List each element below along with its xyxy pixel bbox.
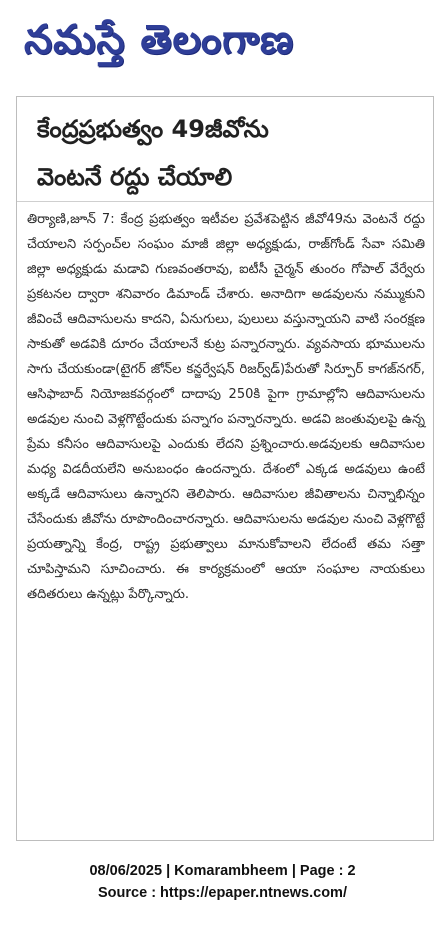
footer-source-link[interactable]: Source : https://epaper.ntnews.com/	[98, 885, 347, 901]
headline-line-2: వెంటనే రద్దు చేయాలి	[37, 163, 233, 191]
newspaper-logo-title: నమస్తే తెలంగాణ	[24, 17, 295, 63]
article-headline	[37, 105, 417, 201]
footer-date-edition: 08/06/2025 | Komarambheem | Page : 2	[89, 863, 356, 879]
headline-divider	[17, 201, 433, 202]
source-footer	[0, 860, 445, 904]
article-body: తిర్యాణి,జూన్ 7: కేంద్ర ప్రభుత్వం ఇటీవల ప్రవేశపెట్టిన జీవో49ను వెంటనే రద్దు చేయాలని సర్పంచ్‌ల సంఘం మాజీ జిల్లా అధ్యక్షుడు, రాజ్‌గోండ్ సేవా సమితి జిల్లా అధ్యక్షుడు మడావి గుణవంతరావు, ఐటీసీ చైర్మన్ తుంరం గోపాల్ వేర్వేరు ప్రకటనల ద్వారా శనివారం డిమాండ్ చేశారు. అనాదిగా అడవులను నమ్ముకుని జీవించే ఆదివాసులను కాదని, ఏనుగులు, పులులు వస్తున్నాయని వాటి సంరక్షణ సాకుతో అడవికి దూరం చేయాలనే కుట్ర పన్నారన్నారు. వ్యవసాయ భూములను సాగు చేయకుండా(టైగర్ జోన్‌ల కన్జర్వేషన్ రిజర్వ్‌డ్)పేరుతో సిర్పూర్ కాగజ్‌నగర్, ఆసిఫాబాద్ నియోజకవర్గంలో దాదాపు 250కి పైగా గ్రామాల్లోని ఆదివాసులను అడవుల నుంచి వెళ్లగొట్టేందుకు పన్నాగం పన్నారన్నారు. అడవి జంతువులపై ఉన్న ప్రేమ కనీసం ఆదివాసులపై ఎందుకు లేదని ప్రశ్నించారు.అడవులకు ఆదివాసుల మధ్య విడదీయలేని అనుబంధం ఉందన్నారు. దేశంలో ఎక్కడ అడవులు ఉంటే అక్కడే ఆదివాసులు ఉన్నారని తెలిపారు. ఆదివాసుల జీవితాలను చిన్నాభిన్నం చేసేందుకు జీవోను రూపొందించారన్నారు. ఆదివాసులను అడవుల నుంచి వెళ్లగొట్టే ప్రయత్నాన్ని కేంద్ర, రాష్ట్ర ప్రభుత్వాలు మానుకోవాలని లేదంటే తమ సత్తా చూపిస్తామని సూచించారు. ఈ కార్యక్రమంలో ఆయా సంఘాల నాయకులు తదితరులు ఉన్నట్లు పేర్కొన్నారు.	[27, 212, 425, 602]
headline-line-1: కేంద్రప్రభుత్వం 49జీవోను	[37, 115, 269, 143]
masthead	[0, 0, 445, 86]
article-clipping	[16, 96, 434, 841]
